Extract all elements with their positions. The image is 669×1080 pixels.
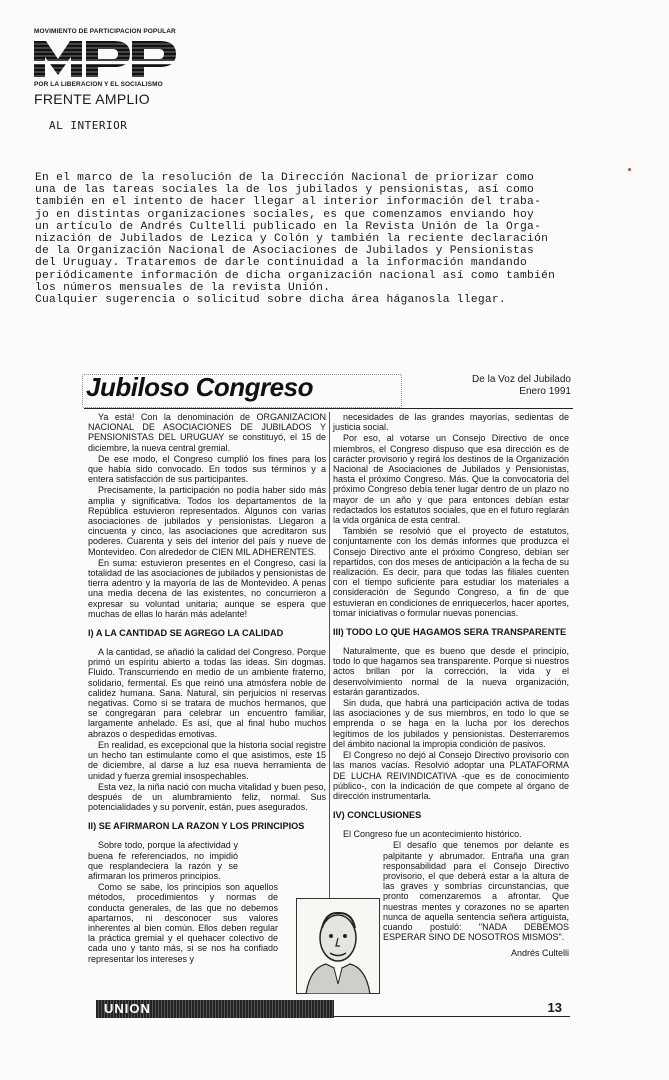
intro-text [35, 172, 635, 306]
magazine-name-band [96, 1000, 334, 1018]
paragraph: De ese modo, el Congreso cumplió los fines para los que había sido convocado. En todos sus términos y a entera satisfacción de sus participantes. [88, 453, 326, 485]
wrapped-text [88, 882, 278, 964]
page-number: 13 [547, 1000, 562, 1015]
footer-rule [334, 1016, 570, 1017]
article-clipping [84, 368, 573, 1024]
intro-line: los números mensuales de la revista Unión. [35, 281, 331, 294]
article-title: Jubiloso Congreso [86, 372, 313, 402]
magazine-footer [96, 1000, 570, 1018]
intro-line: nización de Jubilados de Lezica y Colón y también la reciente declaración [35, 233, 549, 246]
magazine-name: UNION [104, 1001, 151, 1016]
column-divider [329, 412, 330, 907]
intro-line: una de las tareas sociales la de los jubilados y pensionistas, así como [35, 184, 535, 197]
source-publication: De la Voz del Jubilado [472, 374, 571, 385]
intro-line: un artículo de Andrés Cultelli publicado en la Revista Unión de la Orga- [35, 220, 542, 233]
paragraph: Sobre todo, porque la afectividad y buena fe referenciados, no impidió que resplandeciera la razón y se afirmaran los primeros principios. [88, 840, 238, 881]
paragraph: Naturalmente, que es bueno que desde el principio, todo lo que hagamos sea transparente. Porque si nuestros actos brillan por la corrección, la vida y el desenvolvimiento normal de la nueva organización, estarán garantizados. [333, 646, 569, 697]
movement-name: MOVIMIENTO DE PARTICIPACION POPULAR [34, 28, 176, 35]
paragraph: El desafío que tenemos por delante es palpitante y abrumador. Entraña una gran responsabilidad para el Consejo Directivo provisorio, el que deberá estar a la altura de las graves y sombrías circunstancias, que pronto comenzaremos a afrontar. Que nuestras mentes y corazones no se aparten nunca de aquella sentencia señera artiguista, cuando postuló: "NADA DEBEMOS ESPERAR SINO DE NOSOTROS MISMOS". [383, 840, 569, 943]
section-heading: I) A LA CANTIDAD SE AGREGO LA CALIDAD [88, 628, 284, 639]
paragraph: En realidad, es excepcional que la historia social registre un hecho tan estimulante como el que asistimos, este 15 de diciembre, al darse a luz esa nueva herramienta de unidad y fuerza gremial insospechables. [88, 739, 326, 781]
left-column [88, 412, 326, 965]
paragraph: Esta vez, la niña nació con mucha vitalidad y buen peso, después de un alumbramiento feliz, normal. Sus potencialidades y su porvenir, están, pues asegurados. [88, 781, 326, 813]
paragraph: Ya está! Con la denominación de ORGANIZACION NACIONAL DE ASOCIACIONES DE JUBILADOS Y PENSIONISTAS DEL URUGUAY se constituyó, el 15 de diciembre, la nueva central gremial. [88, 412, 326, 453]
right-column [333, 412, 569, 959]
section-heading: IV) CONCLUSIONES [333, 810, 422, 821]
letterhead [34, 28, 204, 132]
section-heading: III) TODO LO QUE HAGAMOS SERA TRANSPARENTE [333, 627, 567, 638]
intro-line: jo en distintas organizaciones sociales, es que comenzamos enviando hoy [35, 208, 535, 221]
source-date: Enero 1991 [519, 386, 571, 397]
paragraph: A la cantidad, se añadió la calidad del Congreso. Porque primó un espíritu abierto a todas las ideas. Sin dogmas. Fluido. Transcurriendo en medio de un ambiente fraterno, solidario, fermental. Es que reinó una atmósfera noble de calidez humana. Sana. Natural, sin perjuicios ni reservas negativas. Como si se tratara de muchos hermanos, que se congregaran para celebrar un encuentro familiar, largamente anhelado. Es así, que al final hubo muchos abrazos o despedidas emotivas. [88, 647, 326, 739]
intro-line: Cualquier sugerencia o solicitud sobre dicha área háganosla llegar. [35, 294, 506, 307]
paragraph: Precisamente, la participación no podía haber sido más amplia y significativa. Todos los departamentos de la República estuvieron representados. Algunos con varias asociaciones de jubilados y pensionistas. Llegaron a cincuenta y cinco, las asociaciones que acreditaron sus poderes. Cuarenta y seis del interior del país y nueve de Montevideo. Con alrededor de CIEN MIL ADHERENTES. [88, 485, 326, 557]
wrapped-text [383, 840, 569, 942]
signature: Andrés Cultelli [510, 948, 569, 959]
recipient: AL INTERIOR [49, 119, 128, 132]
intro-line: del Uruguay. Trataremos de darle continuidad a la información mandando [35, 257, 528, 270]
frente-amplio: FRENTE AMPLIO [34, 91, 150, 107]
article-source [472, 374, 571, 398]
author-portrait-icon [296, 898, 380, 994]
ink-dot [628, 168, 631, 171]
paragraph: En suma: estuvieron presentes en el Congreso, casi la totalidad de las asociaciones de jubilados y pensionistas de tierra adentro y la mayoría de las de Montevideo. A penas una media decena de las existentes, no concurrieron a expresar su voluntad unitaria; aunque se espera que muchas de ellas lo harán más adelante! [88, 557, 326, 619]
paragraph: Sin duda, que habrá una participación activa de todas las asociaciones y de sus miembros, en todo lo que se emprenda o se haga en la lucha por los derechos legítimos de los jubilados y pensionistas. Desterraremos del ámbito nacional la impropia condición de pasivos. [333, 698, 569, 749]
movement-motto: POR LA LIBERACION Y EL SOCIALISMO [34, 81, 163, 88]
intro-line: periódicamente información de dicha organización nacional así como también [35, 269, 556, 282]
mpp-logo [34, 37, 178, 79]
intro-line: En el marco de la resolución de la Dirección Nacional de priorizar como [35, 172, 535, 184]
paragraph: El Congreso no dejó al Consejo Directivo provisorio con las manos vacías. Resolvió adoptar una PLATAFORMA DE LUCHA REIVINDICATIVA -que es de conocimiento público-, con la indicación de que compete al órgano de dirección instrumentarla. [333, 750, 569, 801]
paragraph: Como se sabe, los principios son aquellos métodos, procedimientos y normas de conducta generales, de las que no debemos apartarnos, ni desconocer sus valores inherentes al bien común. Ellos deben regular la práctica gremial y el quehacer colectivo de cada uno y tanto más, si se nos ha confiado representar los intereses y [88, 882, 278, 964]
intro-line: también en el intento de hacer llegar al interior información del traba- [35, 196, 542, 209]
wrapped-text [88, 840, 238, 881]
intro-line: de la Organización Nacional de Asociaciones de Jubilados y Pensionistas [35, 245, 535, 258]
section-heading: II) SE AFIRMARON LA RAZON Y LOS PRINCIPIOS [88, 821, 305, 832]
paragraph: El Congreso fue un acontecimiento histórico. [343, 829, 522, 840]
paragraph: necesidades de las grandes mayorías, sedientas de justicia social. [333, 412, 569, 433]
paragraph: Por eso, al votarse un Consejo Directivo de once miembros, el Congreso dispuso que esa dirección es de carácter provisorio y regirá los destinos de la Organización Nacional de Asociaciones de Jubilados y Pensionistas, hasta el próximo Congreso. Más. Que la convocatoria del próximo Congreso debía tener lugar dentro de un plazo no mayor de un año y que para entonces debían estar redactados los estatutos sociales, que en el futuro reglarán la vida orgánica de esta central. [333, 433, 569, 526]
article-header [84, 368, 573, 409]
paragraph: También se resolvió que el proyecto de estatutos, conjuntamente con los demás informes que produzca el Consejo Directivo ante el próximo Congreso, debían ser repartidos, con dos meses de anticipación a la fecha de su realización. Es decir, para que todas las filiales cuenten con el tiempo suficiente para estudiar los materiales a consideración de Segundo Congreso, a fin de que estuvieran en condiciones de enriquecerlos, hacer aportes, tomar iniciativas o formular nuevas ponencias. [333, 526, 569, 618]
